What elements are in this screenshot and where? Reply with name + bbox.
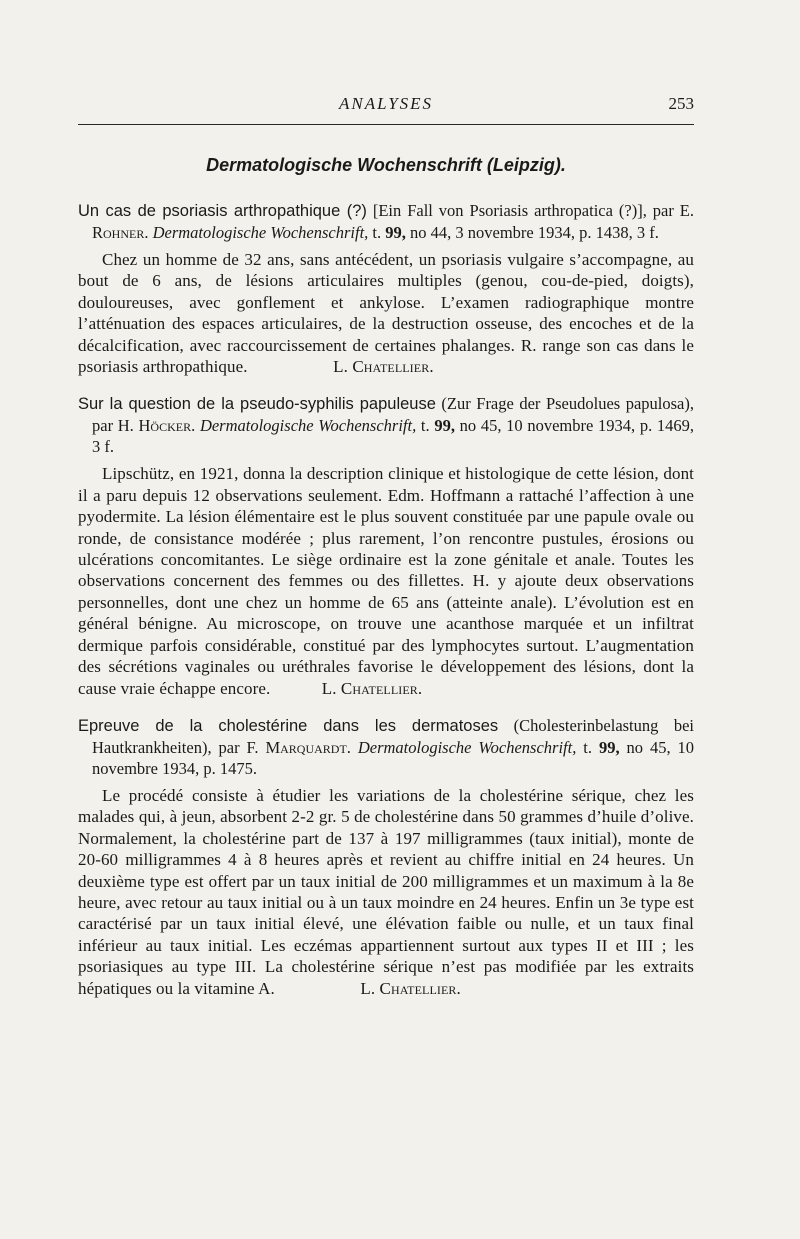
article-body <box>78 249 694 377</box>
volume-number: 99, <box>598 737 620 757</box>
original-title: (Cholesterinbelastung bei Hautkrankheiten), par F. <box>92 715 694 757</box>
tome-label: t. <box>420 416 430 436</box>
article-reference <box>78 715 694 779</box>
journal-name: Dermatologische Wochenschrift, <box>199 416 417 436</box>
original-title: [Ein Fall von Psoriasis arthropatica (?)], par E. <box>372 201 694 220</box>
article-reference: Un cas de psoriasis arthropathique (?) [Ein Fall von Psoriasis arthropatica (?)], par E. Rohner. Dermatologische Wochenschrift, t. 99, no 44, 3 novembre 1934, p. 1438, 3 f. <box>78 201 694 242</box>
issue-details: no 44, 3 novembre 1934, p. 1438, 3 f. <box>410 223 659 242</box>
page <box>78 92 694 1015</box>
issue-details: no 45, 10 novembre 1934, p. 1469, 3 f. <box>92 416 695 457</box>
journal-heading: Dermatologische Wochenschrift (Leipzig). <box>206 155 566 175</box>
tome-label: t. <box>583 737 593 757</box>
running-title: ANALYSES <box>338 94 434 113</box>
article <box>78 393 694 698</box>
author-name: Höcker <box>138 416 192 436</box>
issue-details: no 45, 10 novembre 1934, p. 1475. <box>92 737 695 778</box>
article-body <box>78 785 694 999</box>
header-rule <box>78 124 694 125</box>
volume-number: 99, <box>434 416 455 436</box>
journal-name: Dermatologische Wochenschrift, <box>152 223 369 242</box>
article-text: Lipschütz, en 1921, donna la description clinique et histologique de cette lésion, dont il a paru depuis 12 observations seulement. Edm. Hoffmann a rattaché l’affection à une pyodermite. La lésion élémentaire est le plus souvent constituée par une papule ovale ou ronde, de consistance modérée ; plus rarement, l’on rencontre pustules, érosions ou ulcérations concomitantes. Le siège ordinaire est la zone génitale et anale. Toutes les observations concernent des femmes ou des fillettes. H. y ajoute deux observations personnelles, dont une chez un homme de 65 ans (atteinte anale). L’évolution est en général bénigne. Au microscope, on trouve une acanthose marquée et un infiltrat dermique parfois considérable, constitué par des lymphocytes surtout. L’augmentation des sécrétions vaginales ou uréthrales favorise le développement des lésions, dont la cause vraie échappe encore. <box>78 464 694 698</box>
running-head <box>78 92 694 120</box>
article-title: Sur la question de la pseudo-syphilis papuleuse <box>78 395 436 414</box>
signature: L. Chatellier. <box>321 678 423 698</box>
page-number: 253 <box>668 94 694 113</box>
article <box>78 715 694 999</box>
article-text: Chez un homme de 32 ans, sans antécédent, un psoriasis vulgaire s’accompagne, au bout de 6 ans, de lésions articulaires multiples (genou, cou-de-pied, doigts), douloureuses, avec gonflement et ankylose. L’examen radiographique montre l’atténuation des espaces articulaires, de la destruction osseuse, des encoches et de la décalcification, avec raccourcissement de certaines phalanges. R. range son cas dans le psoriasis arthropathique. <box>78 250 694 377</box>
article <box>78 200 694 377</box>
journal-name: Dermatologische Wochenschrift, <box>357 737 577 757</box>
volume-number: 99, <box>385 223 406 242</box>
article-body <box>78 463 694 698</box>
signature: L. Chatellier. <box>333 357 434 377</box>
article-title: Un cas de psoriasis arthropathique (?) <box>78 202 367 220</box>
author-name: Rohner <box>92 223 145 242</box>
original-title: (Zur Frage der Pseudolues papulosa), par H. <box>92 394 695 436</box>
article-title: Epreuve de la cholestérine dans les dermatoses <box>78 716 499 735</box>
tome-label: t. <box>372 223 382 242</box>
article-reference: Sur la question de la pseudo-syphilis papuleuse (Zur Frage der Pseudolues papulosa), par H. Höcker. Dermatologische Wochenschrift, t. 99, no 45, 10 novembre 1934, p. 1469, 3 f. <box>78 394 695 457</box>
signature: L. Chatellier. <box>360 978 461 998</box>
article-text: Le procédé consiste à étudier les variations de la cholestérine sérique, chez les malades qui, à jeun, absorbent 2-2 gr. 5 de cholestérine dans 50 grammes d’huile d’olive. Normalement, la cholestérine part de 137 à 197 milligrammes (taux initial), monte de 20-60 milligrammes 4 à 8 heures après et revient au chiffre initial en 24 heures. Un deuxième type est offert par un taux initial de 200 milligrammes et un maximum à la 8e heure, avec retour au taux initial ou à un taux moindre en 24 heures. Enfin un 3e type est caractérisé par un taux initial élevé, une élévation faible ou nulle, et un taux final inférieur au taux initial. Les eczémas appartiennent surtout aux types II et III ; les psoriasiques au type III. La cholestérine sérique n’est pas modifiée par les extraits hépatiques ou la vitamine A. <box>78 785 694 998</box>
author-name: Marquardt. <box>265 737 351 757</box>
